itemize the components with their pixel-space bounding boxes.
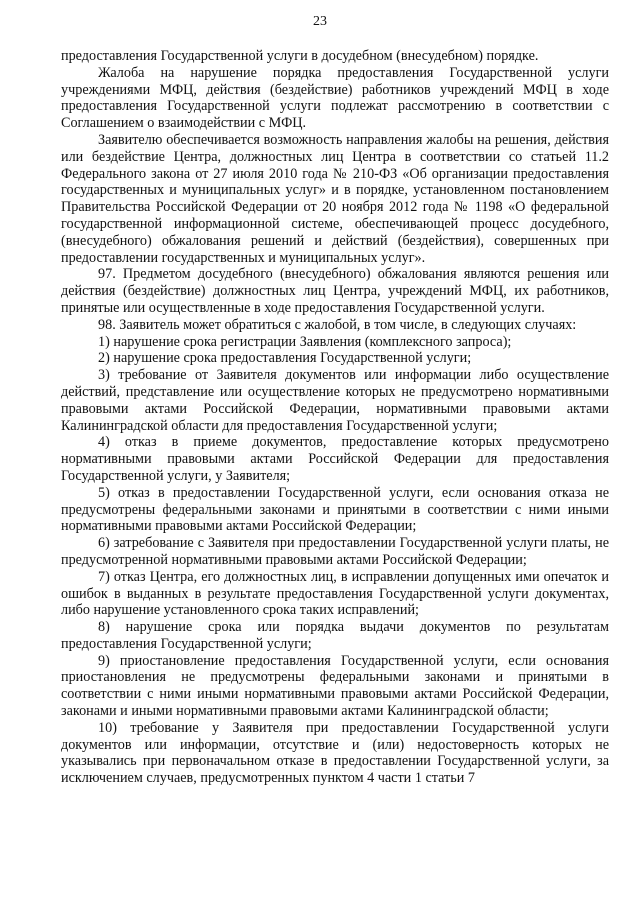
list-item-3: 3) требование от Заявителя документов или информации либо осуществление действий, представление или осуществление которых не предусмотрено нормативными правовыми актами Российской Федерации, нормативными правовыми актами Калининградской области для предоставления Государственной услуги; — [61, 367, 609, 434]
list-item-9: 9) приостановление предоставления Государственной услуги, если основания приостановления не предусмотрены федеральными законами и принятыми в соответствии с ними иными нормативными правовыми актами Российской Федерации, законами и иными нормативными правовыми актами Калининградской области; — [61, 652, 609, 720]
list-item-2: 2) нарушение срока предоставления Государственной услуги; — [98, 350, 472, 367]
list-item-8: 8) нарушение срока или порядка выдачи документов по результатам предоставления Государственной услуги; — [61, 619, 609, 652]
paragraph-applicant-right: Заявителю обеспечивается возможность направления жалобы на решения, действия или бездействие Центра, должностных лиц Центра в соответствии со статьей 11.2 Федерального закона от 27 июля 2010 года № 210-ФЗ «Об организации предоставления государственных и муниципальных услуг» и в порядке, установленном постановлением Правительства Российской Федерации от 20 ноября 2012 года № 1198 «О федеральной государственной информационной системе, обеспечивающей процесс досудебного, (внесудебного) обжалования решений и действий (бездействия), совершенных при предоставлении государственных и муниципальных услуг». — [61, 131, 609, 266]
list-item-5: 5) отказ в предоставлении Государственной услуги, если основания отказа не предусмотрены федеральными законами и принятыми в соответствии с ними иными нормативными правовыми актами Российской Федерации; — [61, 484, 609, 535]
paragraph-continuation: предоставления Государственной услуги в досудебном (внесудебном) порядке. — [61, 48, 539, 64]
paragraph-mfc-complaint: Жалоба на нарушение порядка предоставления Государственной услуги учреждениями МФЦ, действия (бездействие) работников учреждений МФЦ в ходе предоставления Государственной услуги подлежат рассмотрению в соответствии с Соглашением о взаимодействии с МФЦ. — [61, 64, 609, 132]
list-item-7: 7) отказ Центра, его должностных лиц, в исправлении допущенных ими опечаток и ошибок в выданных в результате предоставления Государственной услуги документах, либо нарушение установленного срока таких исправлений; — [61, 568, 609, 619]
list-item-6: 6) затребование с Заявителя при предоставлении Государственной услуги платы, не предусмотренной нормативными правовыми актами Российской Федерации; — [61, 535, 609, 568]
list-item-4: 4) отказ в приеме документов, предоставление которых предусмотрено нормативными правовыми актами Российской Федерации для предоставления Государственной услуги, у Заявителя; — [61, 434, 609, 484]
paragraph-98: 98. Заявитель может обратиться с жалобой, в том числе, в следующих случаях: — [98, 316, 577, 333]
list-item-10: 10) требование у Заявителя при предоставлении Государственной услуги документов или информации, отсутствие и (или) недостоверность которых не указывались при первоначальном отказе в предоставлении Государственной услуги, за исключением случаев, предусмотренных пунктом 4 части 1 статьи 7 — [61, 719, 609, 787]
page-number: 23 — [313, 14, 327, 29]
list-item-1: 1) нарушение срока регистрации Заявления (комплексного запроса); — [98, 333, 512, 350]
paragraph-97: 97. Предметом досудебного (внесудебного) обжалования являются решения или действия (бездействие) должностных лиц Центра, учреждений МФЦ, их работников, принятые или осуществленные в ходе предоставления Государственной услуги. — [61, 266, 609, 316]
document-body — [61, 48, 609, 787]
